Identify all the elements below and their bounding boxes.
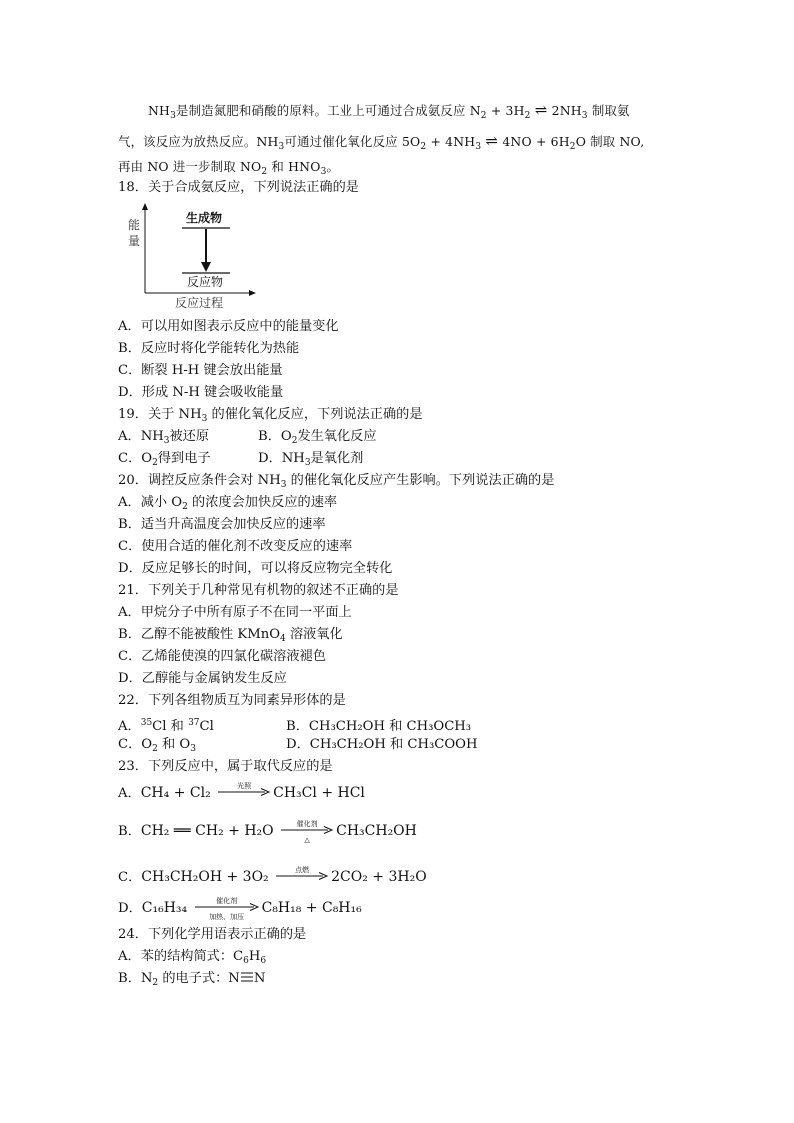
- subscript: 6: [260, 956, 267, 966]
- subscript: 2: [569, 142, 576, 152]
- intro-text: + 4NH: [426, 134, 476, 149]
- subscript: 2: [152, 458, 158, 468]
- question-19-option-c: [118, 449, 258, 473]
- subscript: 3: [280, 480, 287, 490]
- equation-left: CH₃CH₂OH + 3O₂: [141, 869, 269, 885]
- stem-text: 的催化氧化反应产生影响。下列说法正确的是: [286, 473, 555, 488]
- reaction-arrow: [280, 820, 334, 842]
- question-23-option-a: [118, 782, 365, 805]
- y-axis-label-1: 能: [128, 218, 141, 232]
- equation-left: CH₄ + Cl₂: [140, 785, 211, 801]
- question-21-option-a: A．甲烷分子中所有原子不在同一平面上: [118, 605, 352, 620]
- subscript: 2: [152, 744, 158, 754]
- question-19-options-row-2: [118, 449, 363, 473]
- question-18-option-c: C．断裂 H-H 键会放出能量: [118, 363, 283, 378]
- question-21-option-b: [118, 625, 343, 649]
- question-21-option-d: D．乙醇能与金属钠发生反应: [118, 671, 287, 686]
- reaction-arrow: [217, 782, 271, 804]
- option-text: C．O: [118, 737, 153, 752]
- subscript: 3: [163, 436, 170, 446]
- option-text: Cl: [199, 719, 214, 734]
- option-text: H: [248, 949, 261, 964]
- question-20-option-a: [118, 493, 337, 517]
- question-24-option-a: [118, 947, 266, 971]
- equation-left: C₁₆H₃₄: [141, 900, 188, 916]
- intro-line-2: [118, 131, 644, 157]
- subscript: 3: [190, 744, 196, 754]
- question-20-option-b: B．适当升高温度会加快反应的速率: [118, 517, 326, 532]
- option-label: A．: [118, 786, 141, 801]
- stem-text: 20．调控反应条件会对 NH: [118, 473, 281, 488]
- option-label: D．: [118, 901, 142, 916]
- option-text: 得到电子: [157, 451, 211, 466]
- option-text: B．O: [258, 429, 292, 444]
- subscript: 3: [170, 111, 176, 121]
- intro-text: 2NH: [547, 103, 582, 118]
- option-text: Cl 和: [152, 719, 189, 734]
- product-label: 生成物: [186, 211, 223, 225]
- subscript: 2: [524, 111, 531, 121]
- intro-text: NH: [148, 103, 171, 118]
- reaction-condition: 催化剂: [296, 820, 318, 828]
- subscript: 2: [182, 502, 188, 512]
- question-18-option-b: B．反应时将化学能转化为热能: [118, 341, 300, 356]
- question-24-stem: 24．下列化学用语表示正确的是: [118, 927, 307, 942]
- option-label: C．: [118, 870, 142, 885]
- reaction-condition: △: [304, 836, 310, 844]
- intro-text: 气，该反应为放热反应。NH: [118, 134, 279, 149]
- subscript: 2: [420, 142, 427, 152]
- option-text: 的电子式：N: [158, 971, 240, 986]
- option-text: A．: [118, 719, 141, 734]
- reaction-condition: 光照: [237, 782, 252, 790]
- question-19-option-a: [118, 427, 258, 451]
- reaction-condition: 催化剂: [216, 897, 238, 905]
- energy-diagram: [118, 201, 268, 311]
- option-text: A．苯的结构简式：C: [118, 949, 244, 964]
- reversible-arrow-icon: ⇌: [485, 132, 499, 150]
- y-axis-label-2: 量: [128, 234, 141, 248]
- equation-right: C₈H₁₈ + C₈H₁₆: [261, 900, 362, 916]
- subscript: 4: [280, 634, 286, 644]
- subscript: 3: [201, 414, 208, 424]
- subscript: 3: [278, 142, 285, 152]
- superscript: 35: [140, 718, 153, 728]
- intro-text: + 3H: [486, 103, 525, 118]
- subscript: 3: [320, 167, 327, 177]
- reversible-arrow-icon: ⇌: [534, 101, 548, 119]
- option-text: D．NH: [258, 451, 305, 466]
- question-19-option-d: [258, 449, 363, 473]
- energy-arrow-icon: [201, 262, 211, 272]
- option-text: B．乙醇不能被酸性 KMnO: [118, 627, 281, 642]
- y-axis-arrow-icon: [142, 203, 148, 210]
- equation-right: CH₃Cl + HCl: [273, 785, 365, 801]
- subscript: 2: [261, 167, 268, 177]
- stem-text: 的催化氧化反应，下列说法正确的是: [207, 407, 423, 422]
- question-23-option-c: [118, 866, 427, 889]
- intro-text: 可通过催化氧化反应 5O: [284, 134, 421, 149]
- question-24-option-b: [118, 969, 265, 993]
- reaction-arrow: [275, 866, 329, 888]
- question-19-options-row-1: [118, 427, 377, 451]
- question-18-option-a: A．可以用如图表示反应中的能量变化: [118, 319, 339, 334]
- question-22-option-c: [118, 735, 286, 759]
- option-text: 被还原: [169, 429, 210, 444]
- question-22-stem: 22．下列各组物质互为同素异形体的是: [118, 693, 346, 708]
- question-21-option-c: C．乙烯能使溴的四氯化碳溶液褪色: [118, 649, 326, 664]
- subscript: 6: [243, 956, 249, 966]
- intro-line-1: [148, 100, 630, 126]
- option-text: 发生氧化反应: [297, 429, 377, 444]
- question-18-stem: 18．关于合成氨反应，下列说法正确的是: [118, 180, 359, 195]
- question-22-options-row-1: [118, 713, 471, 737]
- question-22-option-a: [118, 713, 286, 737]
- option-text: 溶液氧化: [285, 627, 343, 642]
- subscript: 3: [475, 142, 482, 152]
- intro-text: O 制取 NO,: [575, 134, 645, 149]
- question-20-option-c: C．使用合适的催化剂不改变反应的速率: [118, 539, 353, 554]
- question-20-option-d: D．反应足够长的时间，可以将反应物完全转化: [118, 561, 393, 576]
- subscript: 2: [152, 978, 159, 988]
- equation-right: CH₃CH₂OH: [336, 823, 417, 839]
- question-19-option-b: [258, 427, 377, 451]
- equation-right: 2CO₂ + 3H₂O: [331, 869, 427, 885]
- option-text: 和 O: [157, 737, 191, 752]
- intro-text: 是制造氮肥和硝酸的原料。工业上可通过合成氨反应 N: [176, 103, 481, 118]
- subscript: 3: [581, 111, 588, 121]
- option-text: A．减小 O: [118, 495, 183, 510]
- reaction-condition: 点燃: [295, 866, 310, 874]
- option-text: B．N: [118, 971, 153, 986]
- intro-text: 4NO + 6H: [498, 134, 570, 149]
- stem-text: 19．关于 NH: [118, 407, 202, 422]
- intro-text: 和 HNO: [267, 159, 321, 174]
- option-text: C．O: [118, 451, 153, 466]
- equation-left: CH₂ ══ CH₂ + H₂O: [140, 823, 274, 839]
- intro-text: 。: [326, 159, 340, 174]
- question-19-stem: [118, 405, 423, 429]
- question-23-option-b: [118, 820, 417, 843]
- x-axis-label: 反应过程: [175, 296, 224, 310]
- question-22-options-row-2: [118, 735, 478, 759]
- question-22-option-d: D．CH₃CH₂OH 和 CH₃COOH: [286, 737, 478, 752]
- subscript: 2: [291, 436, 298, 446]
- reactant-label: 反应物: [187, 275, 224, 289]
- x-axis-arrow-icon: [249, 290, 256, 296]
- option-text: A．NH: [118, 429, 164, 444]
- option-text: 的浓度会加快反应的速率: [187, 495, 338, 510]
- question-22-option-b: B．CH₃CH₂OH 和 CH₃OCH₃: [286, 719, 472, 734]
- option-text: N: [253, 971, 266, 986]
- option-text: 是氧化剂: [310, 451, 364, 466]
- question-18-option-d: D．形成 N-H 键会吸收能量: [118, 385, 284, 400]
- intro-text: 制取氨: [587, 103, 630, 118]
- question-23-stem: 23．下列反应中，属于取代反应的是: [118, 759, 333, 774]
- intro-text: 再由 NO 进一步制取 NO: [118, 159, 262, 174]
- reaction-condition: 加热、加压: [209, 913, 245, 921]
- question-23-option-d: [118, 897, 362, 920]
- question-21-stem: 21．下列关于几种常见有机物的叙述不正确的是: [118, 583, 399, 598]
- reaction-arrow: [194, 897, 260, 919]
- option-label: B．: [118, 824, 141, 839]
- superscript: 37: [188, 718, 200, 728]
- question-20-stem: [118, 471, 554, 495]
- subscript: 2: [480, 111, 487, 121]
- triple-bond-electron-dots-icon: [240, 971, 254, 983]
- subscript: 3: [304, 458, 311, 468]
